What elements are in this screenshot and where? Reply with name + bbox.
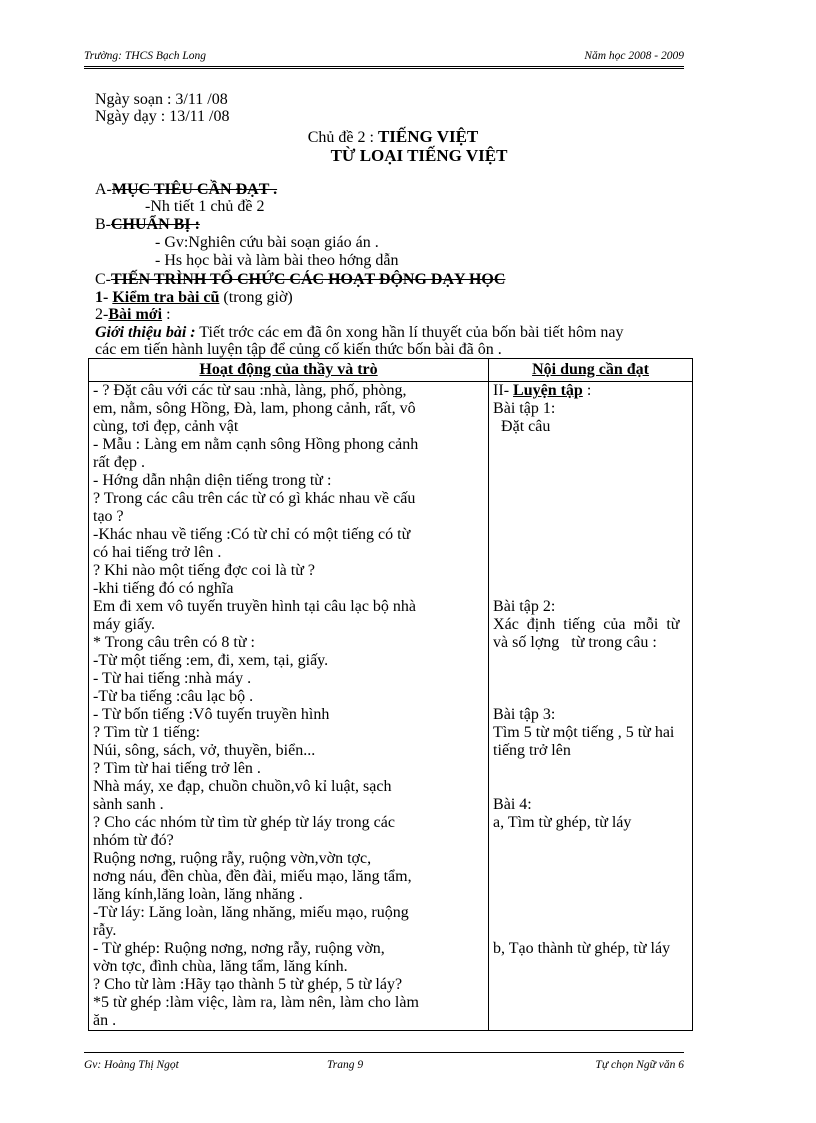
- section-2-label: 2-: [95, 306, 109, 323]
- intro-text: Tiết trớc các em đã ôn xong hần lí thuyết của bốn bài tiết hôm nay: [195, 324, 624, 341]
- left-line: em, nằm, sông Hồng, Đà, lam, phong cảnh, rất, vô: [93, 400, 416, 417]
- footer-rule: [84, 1052, 684, 1053]
- prep-date: Ngày soạn : 3/11 /08: [95, 91, 228, 108]
- practice-colon: :: [582, 382, 592, 399]
- content-cell: [489, 382, 693, 1031]
- left-line: - ? Đặt câu với các từ sau :nhà, làng, phố, phòng,: [93, 382, 407, 399]
- left-line: - Hớng dẫn nhận diện tiếng trong từ :: [93, 472, 332, 489]
- section-1-label: 1-: [95, 289, 113, 306]
- left-line: rẫy.: [93, 922, 117, 939]
- intro-line1: [95, 324, 624, 342]
- school-name: Trường: THCS Bạch Long: [84, 50, 206, 62]
- exercise-1-title: Bài tập 1:: [493, 400, 556, 417]
- left-line: máy giấy.: [93, 616, 156, 633]
- topic-name: TIẾNG VIỆT: [377, 127, 479, 146]
- exercise-2-title: Bài tập 2:: [493, 598, 556, 615]
- section-c-title: TIẾN TRÌNH TỔ CHỨC CÁC HOẠT ĐỘNG DẠY HỌC: [111, 271, 506, 288]
- section-2-title: Bài mới: [108, 306, 163, 323]
- left-line: ? Trong các câu trên các từ có gì khác nhau về cấu: [93, 490, 416, 507]
- left-line: -Từ ba tiếng :câu lạc bộ .: [93, 688, 254, 705]
- left-line: - Từ hai tiếng :nhà máy .: [93, 670, 252, 687]
- exercise-3-line1: Tìm 5 từ một tiếng , 5 từ hai: [493, 724, 675, 741]
- practice-heading: [493, 382, 688, 400]
- activities-cell: [89, 382, 489, 1031]
- topic-title: [0, 127, 816, 147]
- practice-title: Luyện tập: [513, 382, 583, 399]
- col-content-header: Nội dung cần đạt: [489, 359, 693, 382]
- section-1: [95, 289, 293, 307]
- left-line: rất đẹp .: [93, 454, 145, 471]
- section-b-title: CHUẨN BỊ :: [111, 216, 200, 233]
- left-line: * Trong câu trên có 8 từ :: [93, 634, 255, 651]
- left-line: -Từ một tiếng :em, đi, xem, tại, giấy.: [93, 652, 329, 669]
- left-line: Núi, sông, sách, vở, thuyền, biển...: [93, 742, 316, 759]
- left-line: nhóm từ đó?: [93, 832, 174, 849]
- left-line: Ruộng nơng, ruộng rẫy, ruộng vờn,vờn tợc,: [93, 850, 372, 867]
- section-b-line1: - Gv:Nghiên cứu bài soạn giáo án .: [155, 234, 379, 251]
- spacer: [493, 436, 688, 598]
- exercise-2-line1: Xác định tiếng của mỗi từ: [493, 616, 680, 633]
- section-1-note: (trong giờ): [219, 289, 293, 306]
- left-line: vờn tợc, đình chùa, lăng tẩm, lăng kính.: [93, 958, 348, 975]
- exercise-4a: a, Tìm từ ghép, từ láy: [493, 814, 632, 831]
- left-line: sành sanh .: [93, 796, 164, 813]
- exercise-3-line2: tiếng trở lên: [493, 742, 571, 759]
- left-line: ? Khi nào một tiếng đợc coi là từ ?: [93, 562, 315, 579]
- page-number: Trang 9: [327, 1059, 364, 1071]
- exercise-4-title: Bài 4:: [493, 796, 532, 813]
- spacer: [493, 760, 688, 796]
- left-line: - Từ ghép: Ruộng nơng, nơng rẫy, ruộng vờn,: [93, 940, 385, 957]
- section-2-colon: :: [162, 306, 171, 323]
- left-line: ? Cho từ làm :Hãy tạo thành 5 từ ghép, 5 từ láy?: [93, 976, 403, 993]
- school-year: Năm học 2008 - 2009: [584, 50, 684, 62]
- subject-name: Tự chọn Ngữ văn 6: [595, 1059, 684, 1071]
- subtitle-text: TỪ LOẠI TIẾNG VIỆT: [330, 146, 508, 165]
- left-line: ? Cho các nhóm từ tìm từ ghép từ láy trong các: [93, 814, 395, 831]
- section-b-label: B-: [95, 216, 111, 233]
- exercise-3-title: Bài tập 3:: [493, 706, 556, 723]
- left-line: - Từ bốn tiếng :Vô tuyến truyền hình: [93, 706, 330, 723]
- exercise-1-text: Đặt câu: [493, 418, 551, 435]
- topic-prefix: Chủ đề 2 :: [307, 129, 378, 146]
- left-line: -Từ láy: Lăng loàn, lăng nhăng, miếu mạo, ruộng: [93, 904, 409, 921]
- table-header-row: [89, 359, 693, 382]
- left-line: Em đi xem vô tuyến truyền hình tại câu lạc bộ nhà: [93, 598, 417, 615]
- page-footer: [84, 1059, 684, 1077]
- lesson-table: [88, 358, 693, 1031]
- left-line: tạo ?: [93, 508, 124, 525]
- left-line: ăn .: [93, 1012, 117, 1029]
- left-line: Nhà máy, xe đạp, chuồn chuồn,vô kỉ luật, sạch: [93, 778, 392, 795]
- practice-num: II-: [493, 382, 514, 399]
- left-line: *5 từ ghép :làm việc, làm ra, làm nên, làm cho làm: [93, 994, 419, 1011]
- left-line: ? Tìm từ hai tiếng trở lên .: [93, 760, 261, 777]
- section-a: [95, 181, 277, 199]
- exercise-2-line2: và số lợng từ trong câu :: [493, 634, 657, 651]
- section-a-title: MỤC TIÊU CẦN ĐẠT .: [111, 181, 278, 198]
- left-line: cùng, tơi đẹp, cảnh vật: [93, 418, 239, 435]
- table-body-row: [89, 382, 693, 1031]
- section-b-line2: - Hs học bài và làm bài theo hớng dẫn: [155, 252, 399, 269]
- left-line: - Mẫu : Làng em nằm cạnh sông Hồng phong cảnh: [93, 436, 419, 453]
- header-rule: [84, 66, 684, 69]
- left-line: -khi tiếng đó có nghĩa: [93, 580, 234, 597]
- section-a-label: A-: [95, 181, 112, 198]
- col-activities-header: Hoạt động của thầy và trò: [89, 359, 489, 382]
- exercise-4b: b, Tạo thành từ ghép, từ láy: [493, 940, 671, 957]
- left-line: ? Tìm từ 1 tiếng:: [93, 724, 201, 741]
- spacer: [493, 652, 688, 706]
- teacher-name: Gv: Hoàng Thị Ngọt: [84, 1059, 179, 1071]
- section-c: [95, 271, 505, 289]
- section-a-line: -Nh tiết 1 chủ đề 2: [145, 198, 265, 215]
- intro-line2: các em tiến hành luyện tập để củng cố kiến thức bốn bài đã ôn .: [95, 341, 502, 358]
- section-1-title: Kiểm tra bài cũ: [112, 289, 220, 306]
- section-2: [95, 306, 171, 324]
- left-line: -Khác nhau về tiếng :Có từ chỉ có một tiếng có từ: [93, 526, 411, 543]
- intro-label: Giới thiệu bài :: [95, 324, 196, 341]
- left-line: nơng náu, đền chùa, đền đài, miếu mạo, lăng tẩm,: [93, 868, 412, 885]
- teach-date: Ngày dạy : 13/11 /08: [95, 108, 230, 125]
- spacer: [493, 832, 688, 940]
- left-line: có hai tiếng trở lên .: [93, 544, 222, 561]
- left-line: lăng kính,lăng loàn, lăng nhăng .: [93, 886, 303, 903]
- subtitle: [0, 146, 816, 166]
- section-b: [95, 216, 200, 234]
- section-c-label: C-: [95, 271, 111, 288]
